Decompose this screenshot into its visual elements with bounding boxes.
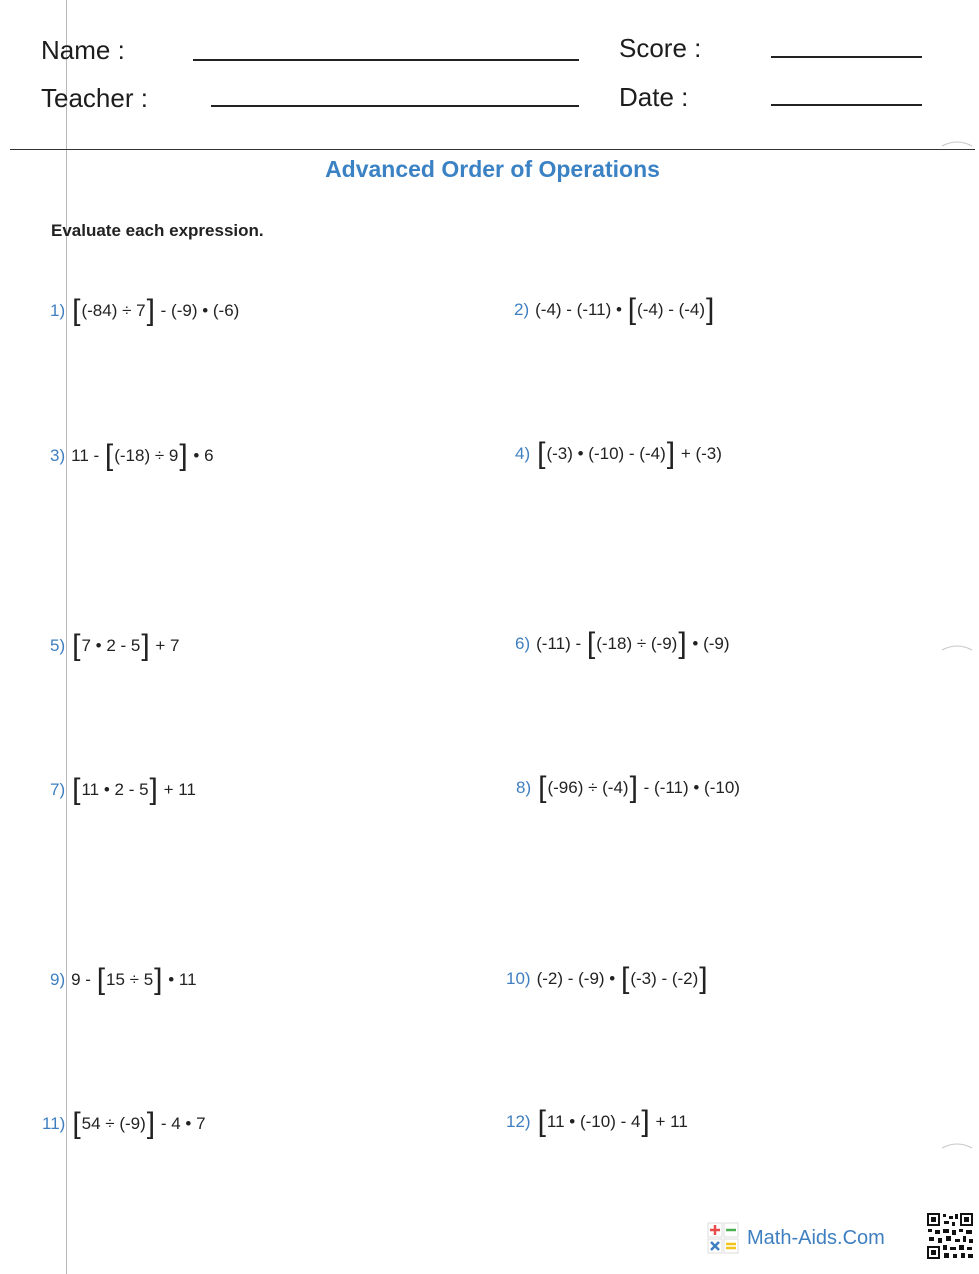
left-bracket: [ [538,771,547,804]
expression-part: 9 - [71,970,96,989]
problem-11 [42,1107,206,1140]
right-bracket: ] [629,771,638,804]
expression-part: (-4) - (-4) [637,300,706,319]
expression-part: • (-9) [687,634,730,653]
left-bracket: [ [537,437,546,470]
expression-part: • 6 [188,446,214,465]
expression-part: (-3) • (-10) - (-4) [546,444,666,463]
problem-1 [50,294,240,327]
problem-expression [537,1105,688,1138]
problem-5 [50,629,180,662]
expression-part: (-96) ÷ (-4) [547,778,629,797]
problem-expression [71,963,197,996]
teacher-label: Teacher : [41,83,148,113]
left-bracket: [ [96,963,106,996]
score-field[interactable] [771,56,922,58]
problem-expression [537,771,740,804]
problem-number: 10) [506,969,531,988]
qr-code-icon [926,1212,974,1260]
problem-number: 2) [514,300,530,319]
footer-brand [707,1222,885,1254]
teacher-field[interactable] [211,105,579,107]
problem-12 [506,1105,688,1138]
right-bracket: ] [154,963,163,996]
date-label: Date : [619,82,689,112]
problem-expression [71,629,180,662]
problem-number: 11) [42,1114,66,1133]
problem-number: 12) [506,1112,531,1131]
worksheet-title: Advanced Order of Operations [325,156,660,182]
left-bracket: [ [72,294,81,327]
left-bracket: [ [72,773,81,806]
expression-part: (-2) - (-9) • [536,969,620,988]
expression-part: • 11 [163,970,197,989]
date-field[interactable] [771,104,922,106]
problem-number: 4) [515,444,531,463]
right-bracket: ] [146,294,155,327]
problem-number: 1) [50,301,66,320]
problem-expression [536,962,709,995]
expression-part: 11 • 2 - 5 [81,780,149,799]
right-bracket: ] [146,1107,156,1140]
expression-part: (-84) ÷ 7 [81,301,146,320]
header-divider [10,149,975,150]
name-label: Name : [41,35,125,65]
problem-expression [535,293,715,326]
instructions: Evaluate each expression. [51,221,264,240]
problem-7 [50,773,196,806]
expression-part: (-11) - [536,634,586,653]
expression-part: 11 • (-10) - 4 [546,1112,641,1131]
punch-hole-mark [940,1142,974,1150]
problem-4 [515,437,722,470]
expression-part: (-18) ÷ (-9) [596,634,678,653]
expression-part: + 7 [150,636,180,655]
left-bracket: [ [72,629,81,662]
expression-part: + 11 [650,1112,688,1131]
left-bracket: [ [72,1107,81,1140]
problem-10 [506,962,709,995]
problem-expression [71,294,240,327]
right-bracket: ] [141,629,150,662]
name-field[interactable] [193,59,579,61]
problem-number: 8) [516,778,532,797]
expression-part: (-4) - (-11) • [535,300,627,319]
expression-part: + 11 [158,780,196,799]
problem-expression [71,773,196,806]
expression-part: - 4 • 7 [156,1114,206,1133]
expression-part: 54 ÷ (-9) [81,1114,146,1133]
problem-expression [536,627,730,660]
problem-number: 5) [50,636,66,655]
right-bracket: ] [678,627,687,660]
expression-part: 11 - [71,446,104,465]
expression-part: - (-11) • (-10) [638,778,740,797]
expression-part: 7 • 2 - 5 [81,636,141,655]
right-bracket: ] [699,962,708,995]
punch-hole-mark [940,644,974,652]
left-bracket: [ [620,962,630,995]
problem-8 [516,771,740,804]
left-bracket: [ [104,439,114,472]
problem-number: 9) [50,970,66,989]
expression-part: (-18) ÷ 9 [114,446,179,465]
problem-expression [71,439,214,472]
problem-number: 7) [50,780,66,799]
problem-9 [50,963,197,996]
score-label: Score : [619,33,702,63]
problem-expression [536,437,722,470]
problem-number: 6) [515,634,531,653]
expression-part: - (-9) • (-6) [155,301,240,320]
right-bracket: ] [179,439,188,472]
problem-3 [50,439,214,472]
right-bracket: ] [666,437,676,470]
site-name[interactable]: Math-Aids.Com [747,1226,885,1249]
problem-number: 3) [50,446,66,465]
calculator-symbols-icon [707,1222,739,1254]
right-bracket: ] [706,293,715,326]
problem-6 [515,627,730,660]
problem-2 [514,293,715,326]
right-bracket: ] [149,773,158,806]
right-bracket: ] [641,1105,650,1138]
problem-expression [71,1107,206,1140]
expression-part: 15 ÷ 5 [106,970,154,989]
punch-hole-mark [940,140,974,148]
expression-part: + (-3) [676,444,722,463]
expression-part: (-3) - (-2) [630,969,699,988]
left-bracket: [ [537,1105,546,1138]
left-bracket: [ [586,627,596,660]
left-bracket: [ [627,293,637,326]
